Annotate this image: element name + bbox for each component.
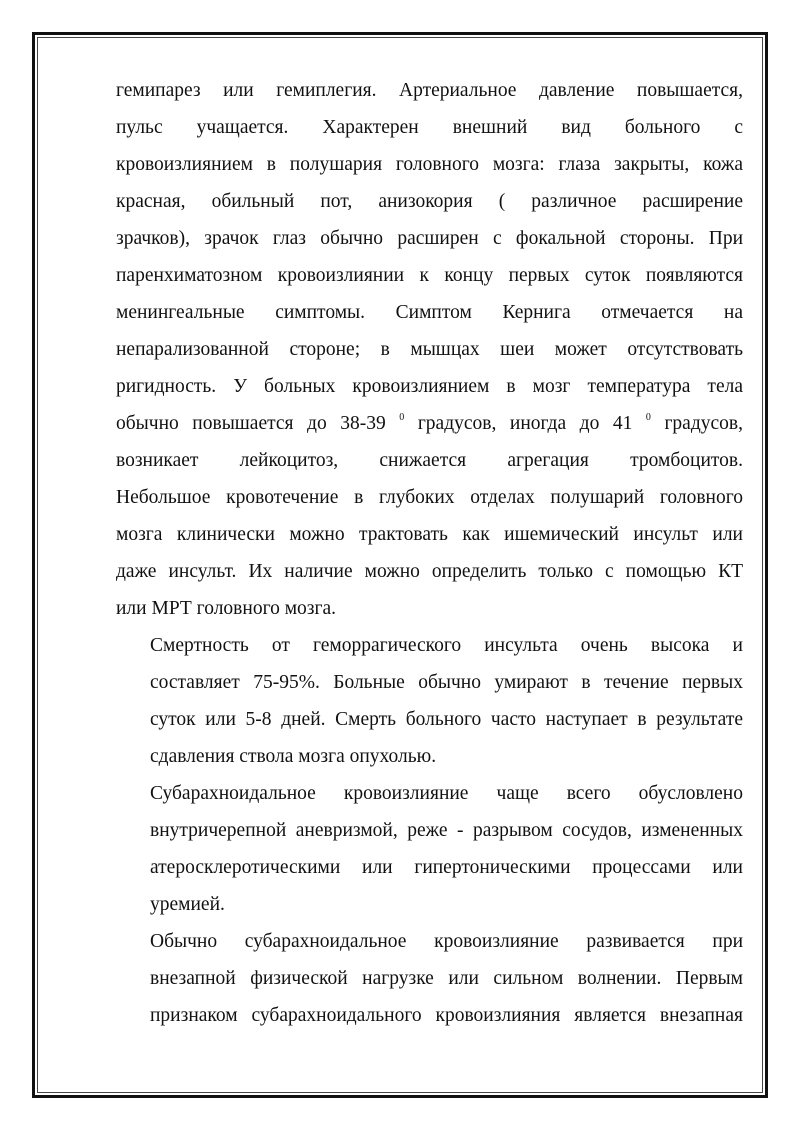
text-run: градусов,	[650, 413, 744, 434]
text-run: обычно повышается до 38-39	[116, 413, 400, 434]
text-line: ригидность. У больных кровоизлиянием в мозг температура тела	[116, 376, 743, 397]
document-body	[116, 72, 743, 1034]
text-line: уремией.	[150, 894, 225, 915]
text-line: Обычно субарахноидальное кровоизлияние развивается при	[150, 931, 743, 952]
text-line: признаком субарахноидального кровоизлияния является внезапная	[150, 1005, 743, 1026]
superscript: 0	[645, 412, 651, 423]
paragraph-2	[116, 627, 743, 775]
text-run: градусов, иногда до 41	[404, 413, 646, 434]
text-line: даже инсульт. Их наличие можно определить только с помощью КТ	[116, 561, 743, 582]
text-line: сдавления ствола мозга опухолью.	[150, 746, 437, 767]
paragraph-4	[116, 923, 743, 1034]
text-line: гемипарез или гемиплегия. Артериальное давление повышается,	[116, 80, 743, 101]
text-line: внезапной физической нагрузке или сильном волнении. Первым	[150, 968, 743, 989]
text-line: красная, обильный пот, анизокория ( различное расширение	[116, 191, 743, 212]
text-line: суток или 5-8 дней. Смерть больного часто наступает в результате	[150, 709, 743, 730]
text-line: внутричерепной аневризмой, реже - разрывом сосудов, измененных	[150, 820, 743, 841]
temperature-line	[116, 405, 743, 442]
text-line: или МРТ головного мозга.	[116, 598, 337, 619]
text-line: кровоизлиянием в полушария головного мозга: глаза закрыты, кожа	[116, 154, 743, 175]
text-line: составляет 75-95%. Больные обычно умирают в течение первых	[150, 672, 743, 693]
text-line: Небольшое кровотечение в глубоких отделах полушарий головного	[116, 487, 743, 508]
text-line: возникает лейкоцитоз, снижается агрегация тромбоцитов.	[116, 450, 743, 471]
text-line: Смертность от геморрагического инсульта очень высока и	[150, 635, 743, 656]
text-line: Субарахноидальное кровоизлияние чаще всего обусловлено	[150, 783, 743, 804]
text-line: пульс учащается. Характерен внешний вид больного с	[116, 117, 743, 138]
text-line: мозга клинически можно трактовать как ишемический инсульт или	[116, 524, 743, 545]
superscript: 0	[399, 412, 405, 423]
text-line: менингеальные симптомы. Симптом Кернига отмечается на	[116, 302, 743, 323]
paragraph-3	[116, 775, 743, 923]
text-line: зрачков), зрачок глаз обычно расширен с фокальной стороны. При	[116, 228, 743, 249]
text-line: атеросклеротическими или гипертоническими процессами или	[150, 857, 743, 878]
text-line: непарализованной стороне; в мышцах шеи может отсутствовать	[116, 339, 743, 360]
text-line: паренхиматозном кровоизлиянии к концу первых суток появляются	[116, 265, 743, 286]
paragraph-1	[116, 72, 743, 627]
